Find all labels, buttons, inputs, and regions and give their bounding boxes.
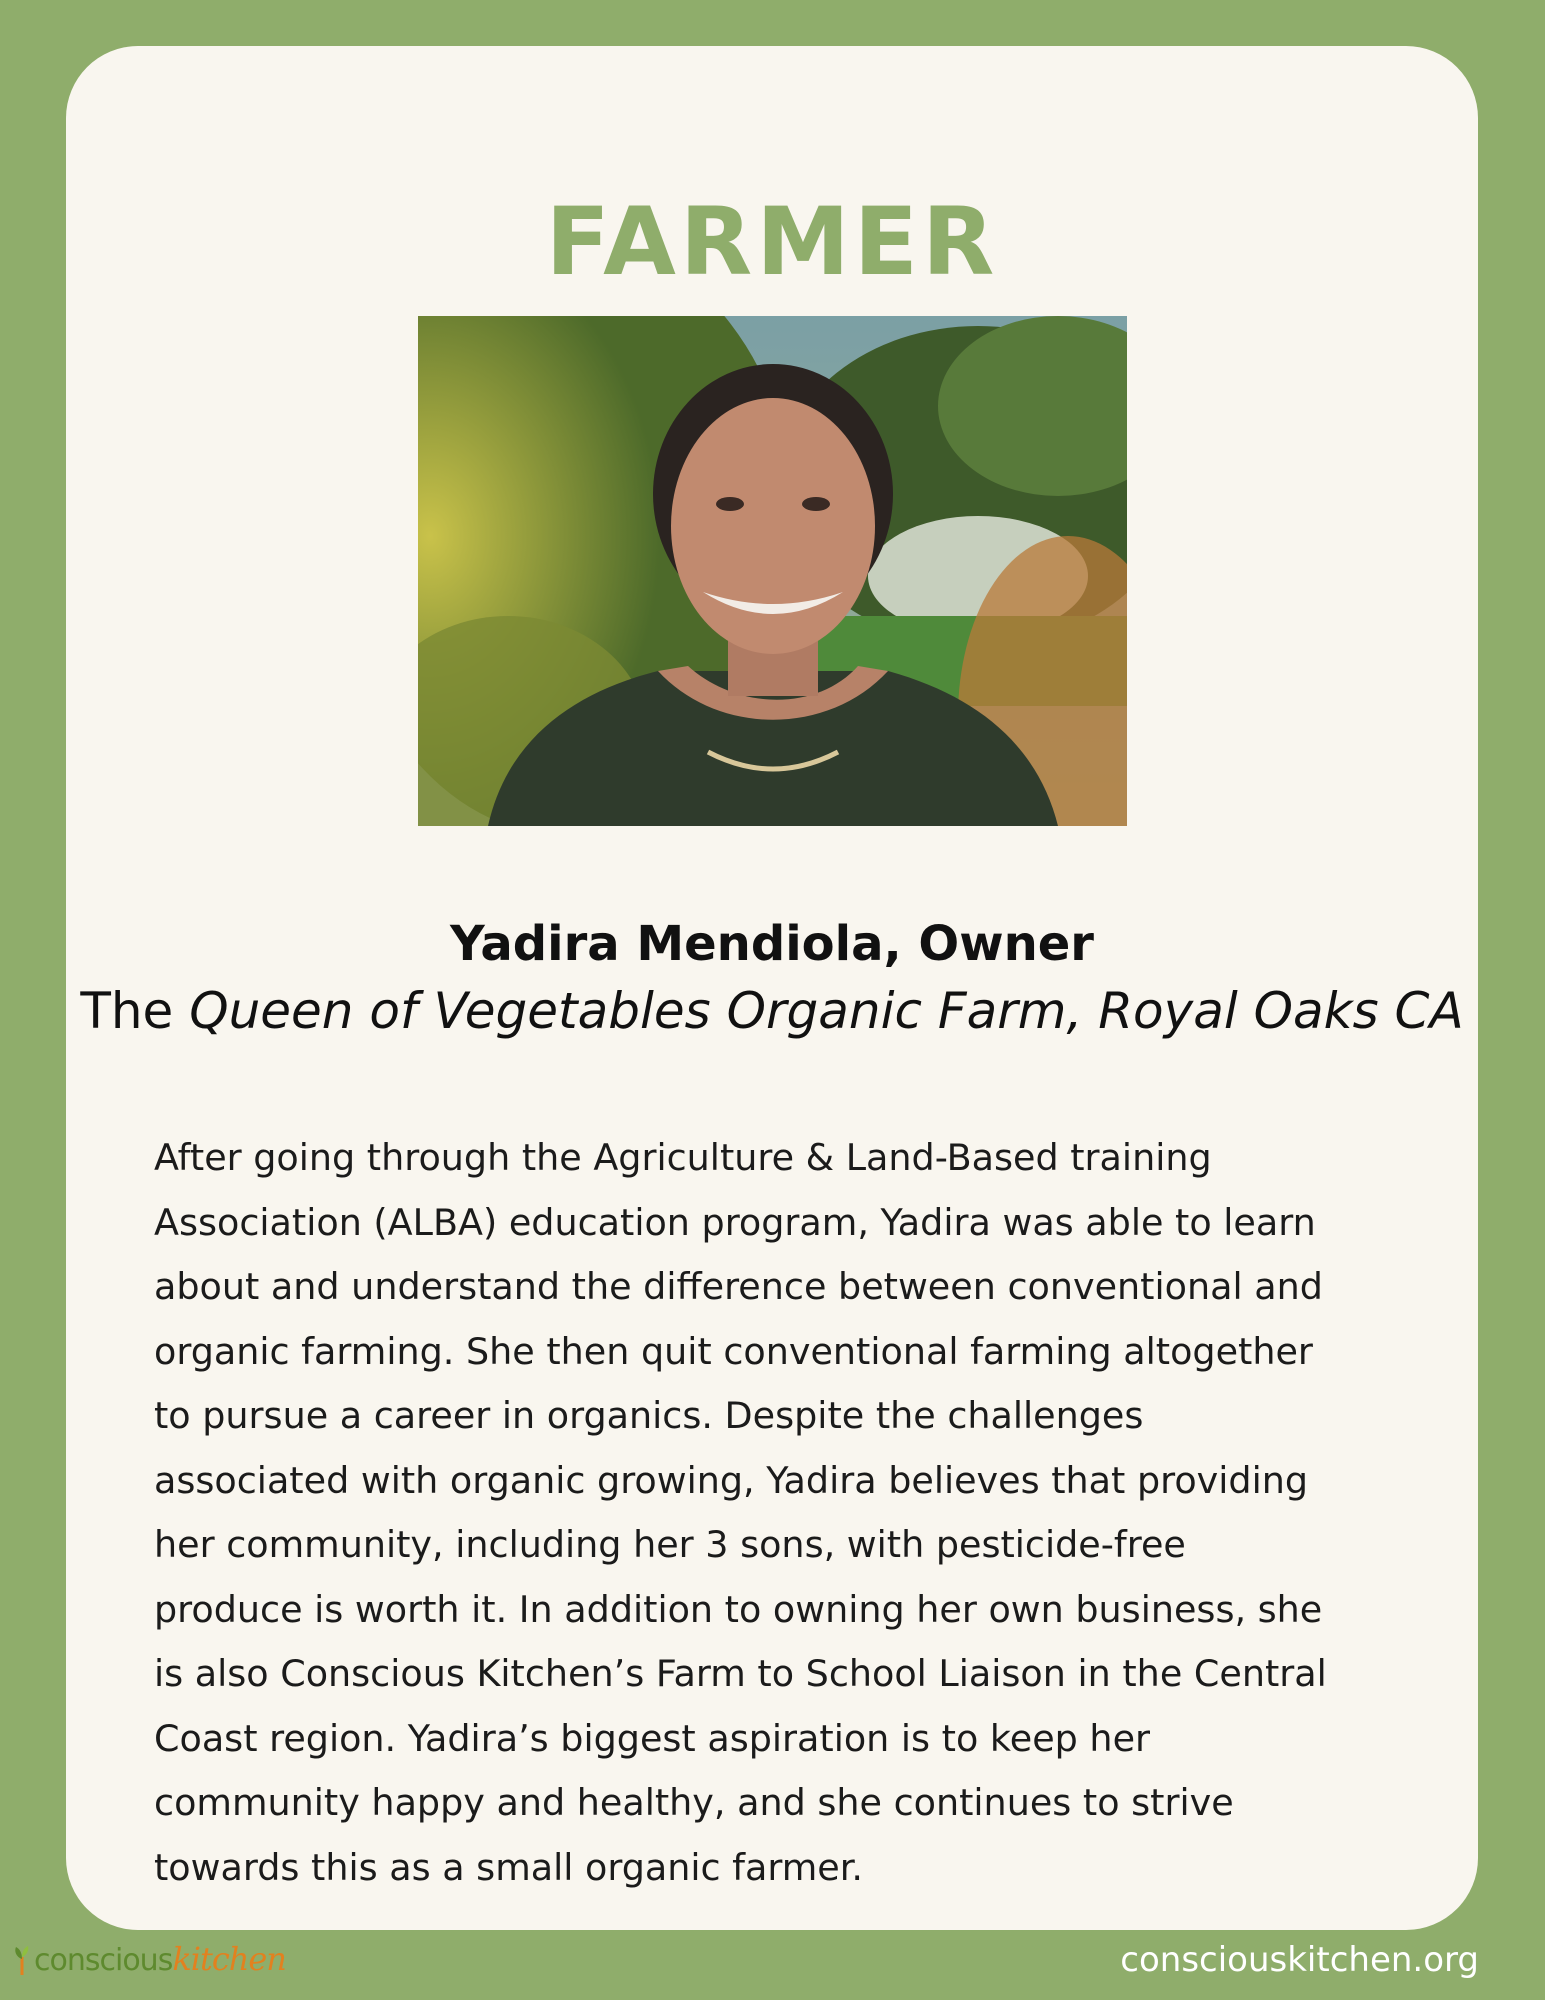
bio-line: Association (ALBA) education program, Yadira was able to learn xyxy=(154,1200,1316,1244)
portrait-photo xyxy=(418,316,1127,826)
farm-name: Queen of Vegetables Organic Farm, Royal Oaks CA xyxy=(189,982,1464,1040)
bio-line: her community, including her 3 sons, with pesticide-free xyxy=(154,1523,1186,1566)
sprout-icon xyxy=(14,1943,30,1975)
person-name-title: Yadira Mendiola, Owner xyxy=(450,916,1094,972)
bio-line: organic farming. She then quit conventional farming altogether xyxy=(154,1329,1313,1373)
logo-word-conscious: conscious xyxy=(34,1943,173,1978)
bio-line: produce is worth it. In addition to owning her own business, she xyxy=(154,1587,1323,1631)
bio-line: After going through the Agriculture & Land-Based training xyxy=(154,1136,1212,1179)
farm-line xyxy=(66,984,1478,1039)
website-url: consciouskitchen.org xyxy=(1120,1940,1479,1980)
portrait-photo-icon xyxy=(418,316,1127,826)
bio-line: towards this as a small organic farmer. xyxy=(154,1845,864,1889)
page-heading: FARMER xyxy=(545,188,999,297)
farm-prefix: The xyxy=(80,982,174,1040)
bio-line: associated with organic growing, Yadira believes that providing xyxy=(154,1458,1309,1502)
logo-text xyxy=(34,1940,286,1978)
bio-line: is also Conscious Kitchen’s Farm to School Liaison in the Central xyxy=(154,1652,1327,1695)
bio-line: community happy and healthy, and she continues to strive xyxy=(154,1781,1234,1824)
bio-paragraph xyxy=(154,1126,1394,1900)
logo-word-kitchen: kitchen xyxy=(172,1940,286,1978)
bio-line: to pursue a career in organics. Despite the challenges xyxy=(154,1394,1144,1437)
bio-line: Coast region. Yadira’s biggest aspiration is to keep her xyxy=(154,1716,1151,1760)
conscious-kitchen-logo xyxy=(14,1940,286,1978)
profile-card xyxy=(66,46,1478,1930)
bio-line: about and understand the difference between conventional and xyxy=(154,1265,1323,1308)
